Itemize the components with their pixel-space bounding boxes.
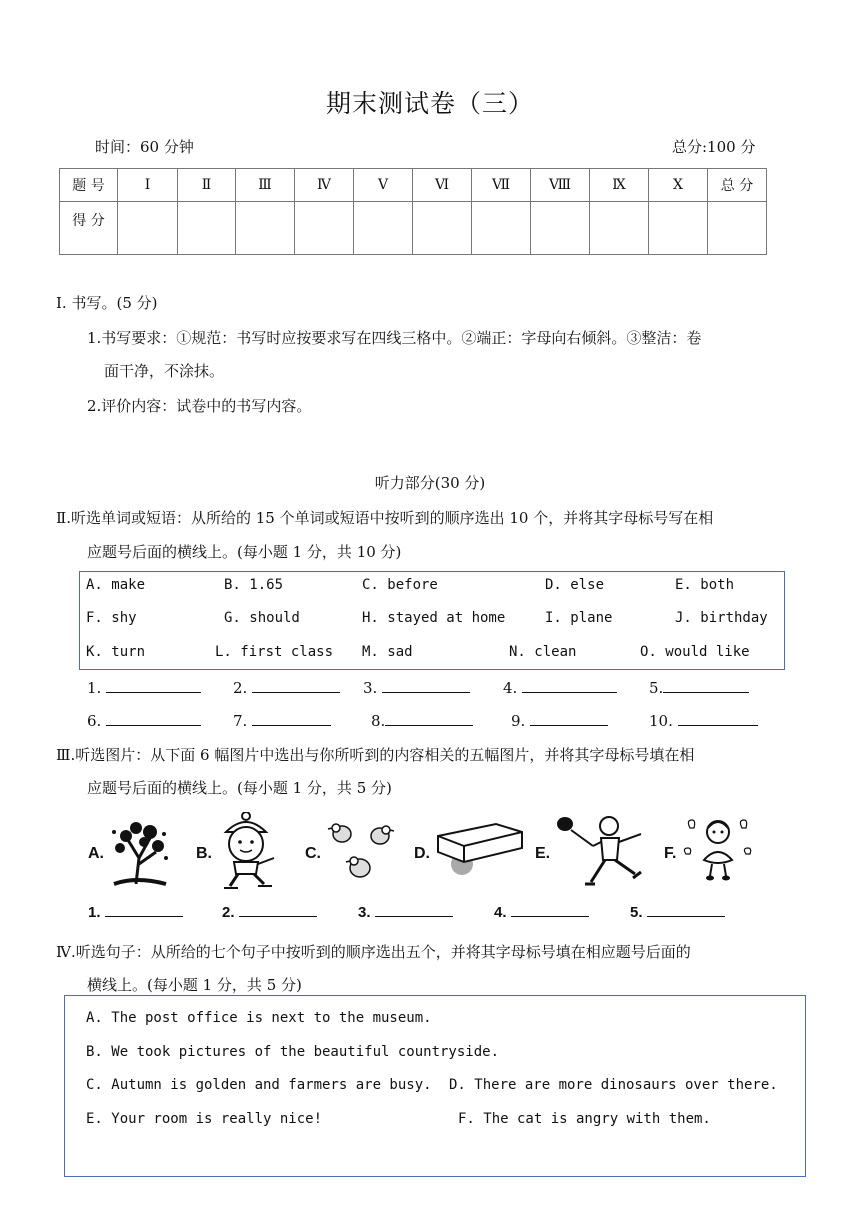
score-cell[interactable]	[708, 202, 767, 255]
box-ball-icon	[434, 818, 526, 880]
score-cell[interactable]	[531, 202, 590, 255]
picture-answer-1[interactable]	[88, 902, 183, 923]
answer-number: 6.	[87, 712, 102, 730]
section-2-line-1: Ⅱ.听选单词或短语：从所给的 15 个单词或短语中按听到的顺序选出 10 个，并将其字母标号写在相	[56, 509, 714, 527]
answer-blank[interactable]	[239, 902, 317, 917]
score-cell[interactable]	[649, 202, 708, 255]
option-j: J. birthday	[675, 610, 768, 626]
picture-answer-4[interactable]	[494, 902, 589, 923]
option-e: E. both	[675, 577, 735, 593]
sentence-b: B. We took pictures of the beautiful countryside.	[86, 1044, 500, 1060]
answer-number: 1.	[88, 904, 101, 921]
option-n: N. clean	[509, 644, 577, 660]
answer-number: 4.	[494, 904, 507, 921]
answer-blank[interactable]	[382, 678, 470, 693]
section-4-line-1: Ⅳ.听选句子：从所给的七个句子中按听到的顺序选出五个，并将其字母标号填在相应题号后面的	[56, 943, 691, 961]
answer-number: 4.	[503, 679, 518, 697]
answer-3[interactable]	[363, 678, 470, 698]
answer-blank[interactable]	[647, 902, 725, 917]
score-cell[interactable]	[118, 202, 178, 255]
answer-number: 3.	[358, 904, 371, 921]
answer-number: 7.	[233, 712, 248, 730]
picture-answer-2[interactable]	[222, 902, 317, 923]
score-col-7: Ⅶ	[472, 169, 531, 202]
answer-blank[interactable]	[663, 678, 749, 693]
page-title: 期末测试卷（三）	[325, 89, 534, 118]
section-1-heading: Ⅰ. 书写。(5 分)	[56, 294, 158, 312]
answer-blank[interactable]	[106, 711, 201, 726]
option-f: F. shy	[86, 610, 137, 626]
section-1-line-1: 1.书写要求：①规范：书写时应按要求写在四线三格中。②端正：字母向右倾斜。③整洁：卷	[87, 329, 702, 347]
section-1-line-2: 2.评价内容：试卷中的书写内容。	[87, 397, 312, 415]
answer-number: 5.	[649, 679, 664, 697]
score-col-5: Ⅴ	[354, 169, 413, 202]
answer-blank[interactable]	[375, 902, 453, 917]
answer-number: 9.	[511, 712, 526, 730]
option-d: D. else	[545, 577, 605, 593]
score-col-total: 总 分	[708, 169, 767, 202]
section-4-line-2: 横线上。(每小题 1 分，共 5 分)	[87, 976, 302, 994]
section-2-line-2: 应题号后面的横线上。(每小题 1 分，共 10 分)	[87, 543, 402, 561]
picture-label-c: C.	[305, 845, 321, 862]
sentence-c: C. Autumn is golden and farmers are busy.	[86, 1077, 432, 1093]
answer-number: 10.	[649, 712, 673, 730]
answer-5[interactable]	[649, 678, 749, 698]
picture-label-f: F.	[664, 845, 677, 862]
time-limit: 时间：60 分钟	[95, 138, 194, 156]
answer-1[interactable]	[87, 678, 201, 698]
score-col-4: Ⅳ	[295, 169, 354, 202]
option-k: K. turn	[86, 644, 146, 660]
answer-blank[interactable]	[511, 902, 589, 917]
answer-blank[interactable]	[252, 711, 331, 726]
picture-label-d: D.	[414, 845, 430, 862]
answer-number: 2.	[233, 679, 248, 697]
sentence-f: F. The cat is angry with them.	[458, 1111, 711, 1127]
score-col-6: Ⅵ	[413, 169, 472, 202]
answer-4[interactable]	[503, 678, 617, 698]
answer-7[interactable]	[233, 711, 331, 731]
score-col-8: Ⅷ	[531, 169, 590, 202]
score-cell[interactable]	[236, 202, 295, 255]
answer-blank[interactable]	[522, 678, 617, 693]
answer-number: 1.	[87, 679, 102, 697]
picture-answer-5[interactable]	[630, 902, 725, 923]
answer-blank[interactable]	[252, 678, 340, 693]
score-col-10: Ⅹ	[649, 169, 708, 202]
score-cell[interactable]	[178, 202, 236, 255]
total-score: 总分:100 分	[672, 138, 756, 156]
score-col-2: Ⅱ	[178, 169, 236, 202]
score-cell[interactable]	[354, 202, 413, 255]
option-a: A. make	[86, 577, 146, 593]
answer-number: 8.	[371, 712, 386, 730]
skating-child-icon	[214, 812, 280, 892]
option-m: M. sad	[362, 644, 413, 660]
option-c: C. before	[362, 577, 438, 593]
option-l: L. first class	[215, 644, 334, 660]
answer-9[interactable]	[511, 711, 608, 731]
answer-number: 2.	[222, 904, 235, 921]
score-col-3: Ⅲ	[236, 169, 295, 202]
listening-section-title: 听力部分(30 分)	[374, 474, 486, 492]
answer-10[interactable]	[649, 711, 758, 731]
score-cell[interactable]	[472, 202, 531, 255]
score-table-score-label: 得 分	[60, 202, 118, 255]
sentence-d: D. There are more dinosaurs over there.	[449, 1077, 778, 1093]
answer-blank[interactable]	[530, 711, 608, 726]
option-b: B. 1.65	[224, 577, 284, 593]
answer-blank[interactable]	[106, 678, 201, 693]
score-cell[interactable]	[295, 202, 354, 255]
option-h: H. stayed at home	[362, 610, 506, 626]
sentence-e: E. Your room is really nice!	[86, 1111, 323, 1127]
section-3-line-2: 应题号后面的横线上。(每小题 1 分，共 5 分)	[87, 779, 392, 797]
answer-blank[interactable]	[385, 711, 473, 726]
answer-number: 3.	[363, 679, 378, 697]
picture-answer-3[interactable]	[358, 902, 453, 923]
answer-blank[interactable]	[105, 902, 183, 917]
option-i: I. plane	[545, 610, 613, 626]
sentence-a: A. The post office is next to the museum.	[86, 1010, 432, 1026]
picture-label-e: E.	[535, 845, 551, 862]
score-table-header-label: 题 号	[60, 169, 118, 202]
answer-number: 5.	[630, 904, 643, 921]
birds-icon	[326, 818, 396, 888]
section-1-line-1b: 面干净，不涂抹。	[104, 362, 225, 380]
badminton-player-icon	[553, 812, 648, 892]
score-col-9: Ⅸ	[590, 169, 649, 202]
option-o: O. would like	[640, 644, 750, 660]
option-g: G. should	[224, 610, 300, 626]
answer-8[interactable]	[371, 711, 473, 731]
answer-blank[interactable]	[678, 711, 758, 726]
picture-label-a: A.	[88, 845, 104, 862]
dancing-girl-icon	[682, 814, 754, 886]
answer-6[interactable]	[87, 711, 201, 731]
score-table	[59, 168, 767, 255]
score-col-1: Ⅰ	[118, 169, 178, 202]
score-cell[interactable]	[413, 202, 472, 255]
section-3-line-1: Ⅲ.听选图片：从下面 6 幅图片中选出与你所听到的内容相关的五幅图片，并将其字母标号填在相	[56, 746, 695, 764]
answer-2[interactable]	[233, 678, 340, 698]
tree-wind-icon	[106, 818, 170, 888]
picture-label-b: B.	[196, 845, 212, 862]
score-cell[interactable]	[590, 202, 649, 255]
